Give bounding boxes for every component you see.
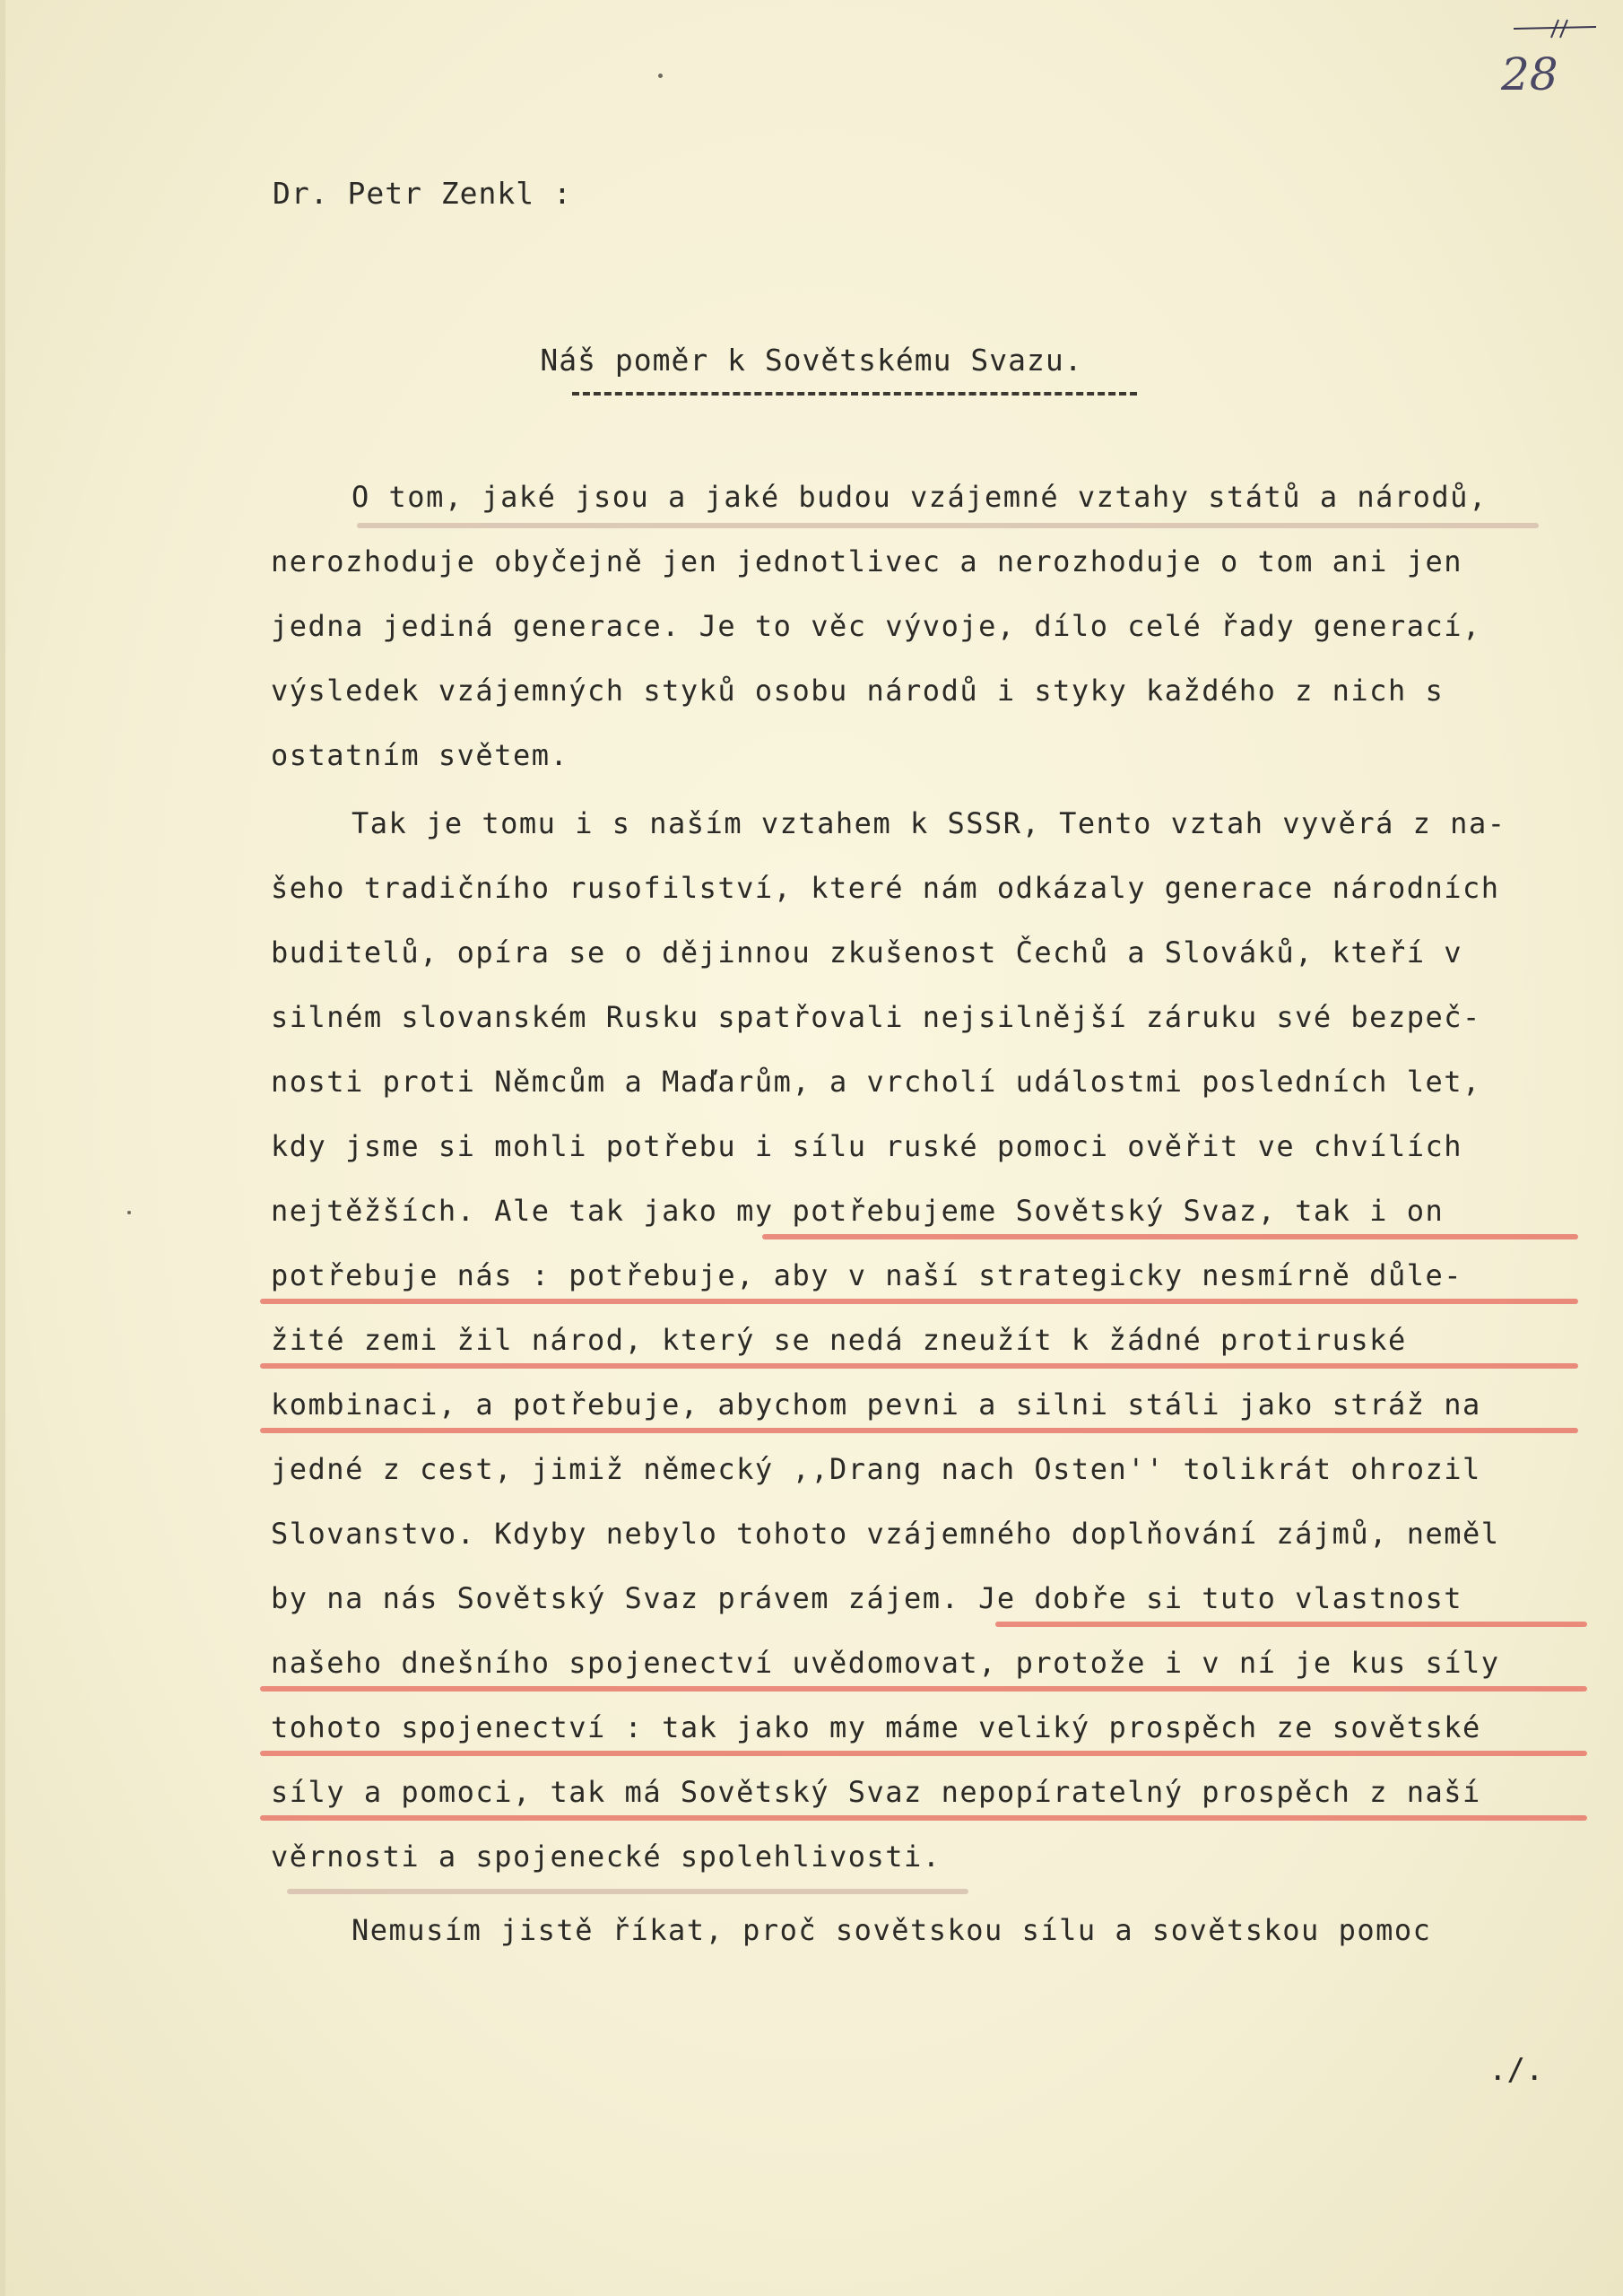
text-line: Nemusím jistě říkat, proč sovětskou sílu a sovětskou pomoc	[352, 1913, 1432, 1947]
paper-speck	[658, 74, 663, 78]
text-line: našeho dnešního spojenectví uvědomovat, protože i v ní je kus síly	[271, 1646, 1500, 1680]
text-line: O tom, jaké jsou a jaké budou vzájemné vztahy států a národů,	[352, 480, 1488, 514]
folio-number: 28	[1501, 48, 1558, 97]
text-line: nerozhoduje obyčejně jen jednotlivec a nerozhoduje o tom ani jen	[271, 544, 1462, 578]
text-line: buditelů, opíra se o dějinnou zkušenost Čechů a Slováků, kteří v	[271, 935, 1462, 970]
text-line: tohoto spojenectví : tak jako my máme veliký prospěch ze sovětské	[271, 1710, 1481, 1744]
text-line: kombinaci, a potřebuje, abychom pevni a silni stáli jako stráž na	[271, 1387, 1481, 1422]
text-line: šeho tradičního rusofilství, které nám odkázaly generace národních	[271, 871, 1500, 905]
text-line: Tak je tomu i s naším vztahem k SSSR, Tento vztah vyvěrá z na-	[352, 806, 1506, 840]
text-line: jedna jediná generace. Je to věc vývoje, dílo celé řady generací,	[271, 609, 1481, 643]
red-underline	[762, 1234, 1578, 1239]
text-line: silném slovanském Rusku spatřovali nejsilnější záruku své bezpeč-	[271, 1000, 1481, 1034]
red-underline	[287, 1889, 968, 1894]
text-line: síly a pomoci, tak má Sovětský Svaz nepopíratelný prospěch z naší	[271, 1775, 1481, 1809]
red-underline	[995, 1622, 1587, 1627]
text-line: nosti proti Němcům a Maďarům, a vrcholí událostmi posledních let,	[271, 1065, 1481, 1099]
text-line: Slovanstvo. Kdyby nebylo tohoto vzájemného doplňování zájmů, neměl	[271, 1517, 1500, 1551]
red-underline	[260, 1815, 1587, 1821]
continuation-mark: ./.	[1488, 2052, 1544, 2088]
text-line: jedné z cest, jimiž německý ,,Drang nach Osten'' tolikrát ohrozil	[271, 1452, 1481, 1486]
folio-mark	[1496, 16, 1603, 97]
text-line: kdy jsme si mohli potřebu i sílu ruské pomoci ověřit ve chvílích	[271, 1129, 1462, 1163]
author-line: Dr. Petr Zenkl :	[273, 176, 572, 211]
pencil-underline	[357, 523, 1539, 528]
red-underline	[260, 1299, 1578, 1304]
text-line: věrnosti a spojenecké spolehlivosti.	[271, 1839, 942, 1874]
text-line: výsledek vzájemných styků osobu národů i styky každého z nich s	[271, 674, 1445, 708]
text-line: nejtěžších. Ale tak jako my potřebujeme Sovětský Svaz, tak i on	[271, 1194, 1445, 1228]
text-line: žité zemi žil národ, který se nedá zneužít k žádné protiruské	[271, 1323, 1407, 1357]
red-underline	[260, 1686, 1587, 1692]
red-underline	[260, 1751, 1587, 1756]
red-underline	[260, 1363, 1578, 1369]
paper-speck	[127, 1211, 131, 1214]
text-line: ostatním světem.	[271, 738, 569, 772]
text-line: potřebuje nás : potřebuje, aby v naší strategicky nesmírně důle-	[271, 1258, 1462, 1292]
document-title: Náš poměr k Sovětskému Svazu.	[540, 343, 1083, 378]
title-underline	[572, 392, 1137, 396]
handwritten-folio-number	[1496, 16, 1603, 97]
red-underline	[260, 1428, 1578, 1433]
text-line: by na nás Sovětský Svaz právem zájem. Je dobře si tuto vlastnost	[271, 1581, 1462, 1615]
